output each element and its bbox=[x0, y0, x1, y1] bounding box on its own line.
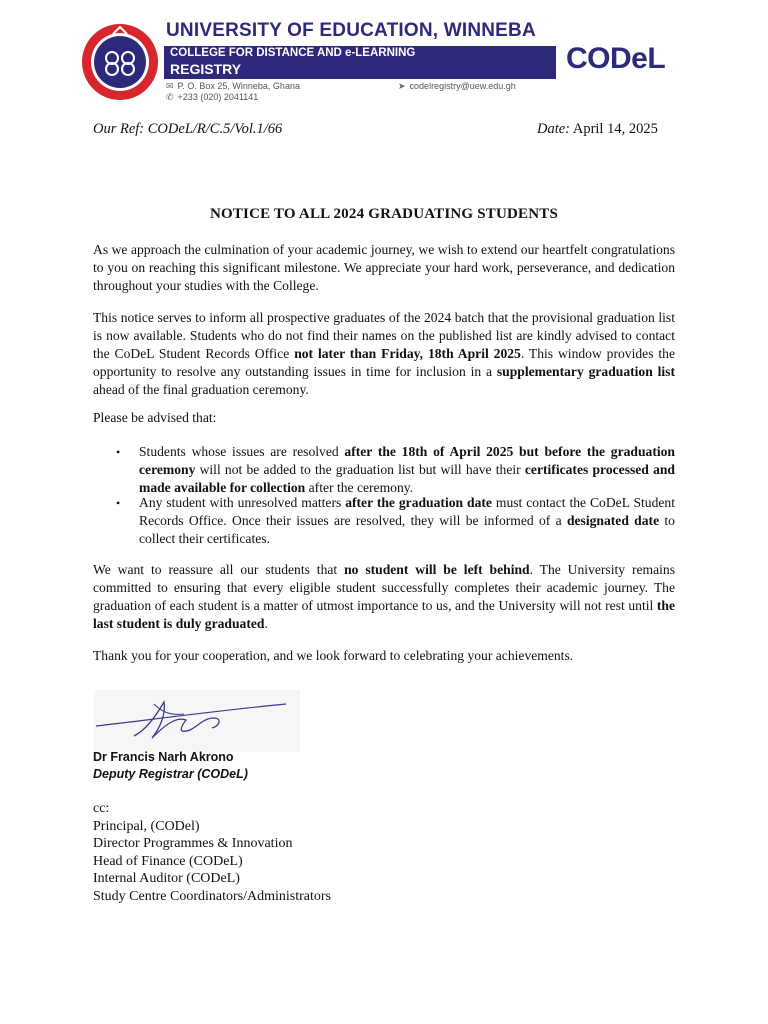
cc-recipient: Internal Auditor (CODeL) bbox=[93, 871, 240, 886]
cc-recipient: Director Programmes & Innovation bbox=[93, 836, 293, 851]
college-band bbox=[164, 46, 556, 79]
reference-line: Our Ref: CODeL/R/C.5/Vol.1/66 bbox=[93, 121, 283, 137]
bullet-dot: • bbox=[116, 496, 121, 510]
paragraph-reassurance: We want to reassure all our students that no student will be left behind. The University remains committed to ensuring that every eligible student successfully completes their academic journey. The graduation of each student is a matter of utmost importance to us, and the University will not rest until the last student is duly graduated. bbox=[93, 562, 675, 631]
bullet-dot: • bbox=[116, 445, 121, 459]
letterhead bbox=[80, 18, 680, 104]
university-seal-icon bbox=[80, 22, 160, 102]
bullet-item-resolved-after-deadline: Students whose issues are resolved after the 18th of April 2025 but before the graduation ceremony will not be added to the graduation list but will have their certificates processed and made available for collection after the ceremony. bbox=[139, 444, 675, 495]
cc-recipient: Study Centre Coordinators/Administrators bbox=[93, 888, 331, 904]
signatory-title: Deputy Registrar (CODeL) bbox=[93, 767, 248, 781]
cc-recipient: Head of Finance (CODeL) bbox=[93, 853, 243, 869]
paragraph-advisory: Please be advised that: bbox=[93, 410, 217, 425]
college-name: COLLEGE FOR DISTANCE AND e-LEARNING bbox=[170, 47, 416, 59]
notice-title: NOTICE TO ALL 2024 GRADUATING STUDENTS bbox=[209, 206, 559, 222]
email-line: ➤ codelregistry@uew.edu.gh bbox=[398, 81, 516, 91]
mail-icon: ✉ bbox=[166, 81, 174, 91]
cc-list bbox=[93, 800, 331, 905]
paragraph-congratulations: As we approach the culmination of your academic journey, we wish to extend our heartfelt congratulations to you on reaching this significant milestone. We appreciate your hard work, perseverance, and dedication throughout your studies with the College. bbox=[93, 242, 675, 293]
university-name: UNIVERSITY OF EDUCATION, WINNEBA bbox=[166, 20, 536, 41]
paragraph-provisional-list: This notice serves to inform all prospective graduates of the 2024 batch that the provisional graduation list is now available. Students who do not find their names on the published list are kindly advised to contact the CoDeL Student Records Office not later than Friday, 18th April 2025. This window provides the opportunity to resolve any outstanding issues in time for inclusion in a supplementary graduation list ahead of the final graduation ceremony. bbox=[93, 310, 676, 397]
cc-recipient: Principal, (CODel) bbox=[93, 818, 200, 834]
paragraph-thanks: Thank you for your cooperation, and we look forward to celebrating your achievements. bbox=[93, 648, 574, 663]
office-name: REGISTRY bbox=[170, 61, 242, 77]
bullet-item-unresolved-matters: Any student with unresolved matters after the graduation date must contact the CoDeL Student Records Office. Once their issues are resolved, they will be informed of a designated date to collect their certificates. bbox=[139, 495, 675, 546]
address-line: ✉ P. O. Box 25, Winneba, Ghana bbox=[166, 81, 300, 91]
phone-line: ✆ +233 (020) 2041141 bbox=[166, 92, 259, 102]
codel-logo: CODeL bbox=[566, 42, 666, 75]
signatory-name: Dr Francis Narh Akrono bbox=[93, 750, 234, 764]
phone-icon: ✆ bbox=[166, 92, 174, 102]
cc-label: cc: bbox=[93, 801, 110, 816]
signature-image bbox=[94, 690, 300, 752]
send-icon: ➤ bbox=[398, 81, 406, 91]
date-line: Date: April 14, 2025 bbox=[537, 121, 658, 137]
